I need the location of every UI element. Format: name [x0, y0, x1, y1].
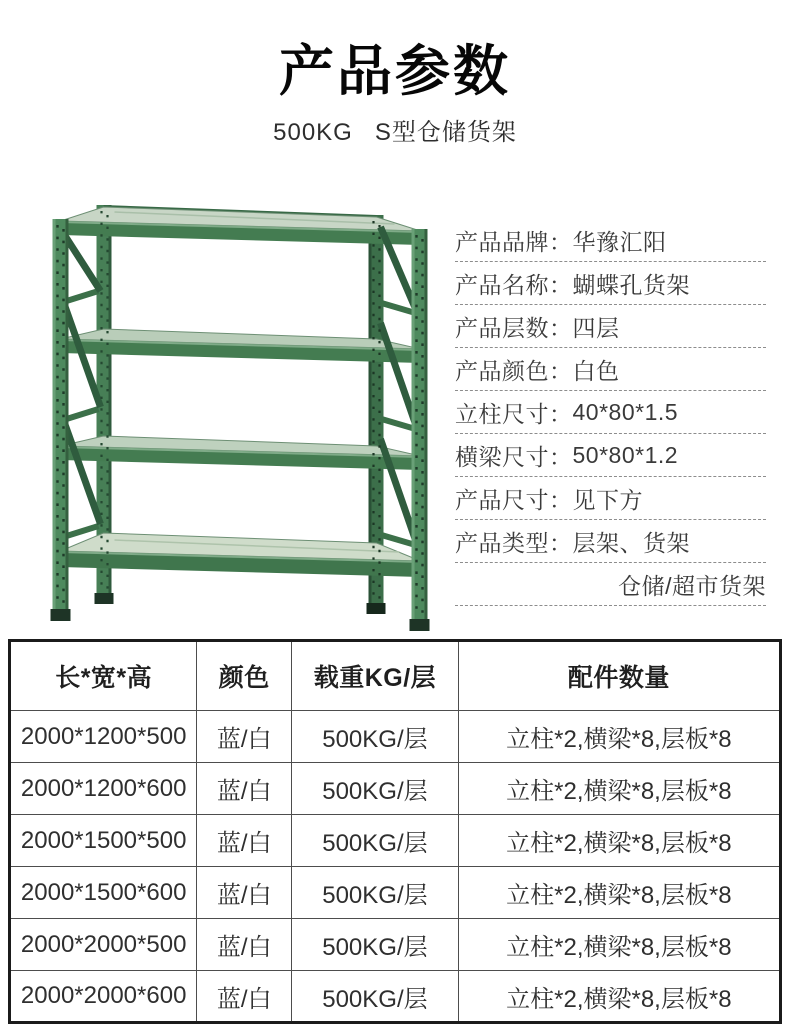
cell-dimensions: 2000*1500*600: [10, 867, 197, 919]
spec-row-post-size: [455, 391, 766, 434]
table-row: [10, 971, 781, 1023]
spec-label: 产品品牌：: [455, 228, 573, 255]
spec-label: 产品类型：: [455, 529, 573, 556]
spec-value: 白色: [572, 357, 620, 384]
page-subtitle: [0, 112, 790, 147]
table-row: [10, 919, 781, 971]
product-section: [0, 191, 790, 639]
cell-color: 蓝/白: [197, 763, 292, 815]
header-load: 载重KG/层: [292, 641, 459, 711]
header-color: 颜色: [197, 641, 292, 711]
spec-value: 40*80*1.5: [572, 398, 679, 425]
subtitle-load-rating: 500KG: [273, 119, 353, 147]
cell-accessories: 立柱*2,横梁*8,层板*8: [458, 919, 780, 971]
spec-row-product-type: [455, 520, 766, 563]
spec-row-brand: [455, 219, 766, 262]
cell-accessories: 立柱*2,横梁*8,层板*8: [458, 763, 780, 815]
spec-value: 50*80*1.2: [572, 441, 679, 468]
spec-row-beam-size: [455, 434, 766, 477]
cell-accessories: 立柱*2,横梁*8,层板*8: [458, 867, 780, 919]
cell-load: 500KG/层: [292, 971, 459, 1023]
cell-dimensions: 2000*1200*600: [10, 763, 197, 815]
table-row: [10, 763, 781, 815]
spec-value: 四层: [572, 314, 620, 341]
cell-accessories: 立柱*2,横梁*8,层板*8: [458, 815, 780, 867]
cell-load: 500KG/层: [292, 919, 459, 971]
cell-dimensions: 2000*1200*500: [10, 711, 197, 763]
cell-load: 500KG/层: [292, 867, 459, 919]
spec-list: [455, 219, 766, 606]
subtitle-shelf-type: S型仓储货架: [374, 119, 517, 147]
spec-row-layers: [455, 305, 766, 348]
spec-row-color: [455, 348, 766, 391]
header-dimensions: 长*宽*高: [10, 641, 197, 711]
cell-load: 500KG/层: [292, 763, 459, 815]
shelf-product-image: [12, 191, 452, 631]
shelf-rack-illustration: [12, 191, 452, 631]
size-spec-table: [8, 639, 782, 1024]
table-header-row: [10, 641, 781, 711]
cell-color: 蓝/白: [197, 815, 292, 867]
table-row: [10, 711, 781, 763]
spec-label: 产品颜色：: [455, 357, 573, 384]
header-accessories: 配件数量: [458, 641, 780, 711]
page-title: 产品参数: [278, 40, 511, 102]
cell-dimensions: 2000*2000*600: [10, 971, 197, 1023]
spec-row-product-type-cont: [455, 563, 766, 606]
page-header: [0, 0, 790, 147]
spec-label: 立柱尺寸：: [455, 400, 573, 427]
spec-label: 产品名称：: [455, 271, 573, 298]
cell-dimensions: 2000*1500*500: [10, 815, 197, 867]
spec-row-name: [455, 262, 766, 305]
cell-color: 蓝/白: [197, 867, 292, 919]
cell-load: 500KG/层: [292, 815, 459, 867]
cell-color: 蓝/白: [197, 919, 292, 971]
cell-color: 蓝/白: [197, 711, 292, 763]
spec-value: 华豫汇阳: [572, 228, 667, 255]
spec-label: 产品尺寸：: [455, 486, 573, 513]
table-row: [10, 815, 781, 867]
spec-row-product-size: [455, 477, 766, 520]
table-row: [10, 867, 781, 919]
spec-label: 产品层数：: [455, 314, 573, 341]
cell-load: 500KG/层: [292, 711, 459, 763]
cell-color: 蓝/白: [197, 971, 292, 1023]
spec-value: 蝴蝶孔货架: [572, 271, 690, 298]
spec-value: 见下方: [572, 486, 643, 513]
spec-value: 仓储/超市货架: [618, 572, 766, 599]
spec-value: 层架、货架: [572, 529, 690, 556]
spec-label: 横梁尺寸：: [455, 443, 573, 470]
cell-accessories: 立柱*2,横梁*8,层板*8: [458, 711, 780, 763]
cell-accessories: 立柱*2,横梁*8,层板*8: [458, 971, 780, 1023]
cell-dimensions: 2000*2000*500: [10, 919, 197, 971]
